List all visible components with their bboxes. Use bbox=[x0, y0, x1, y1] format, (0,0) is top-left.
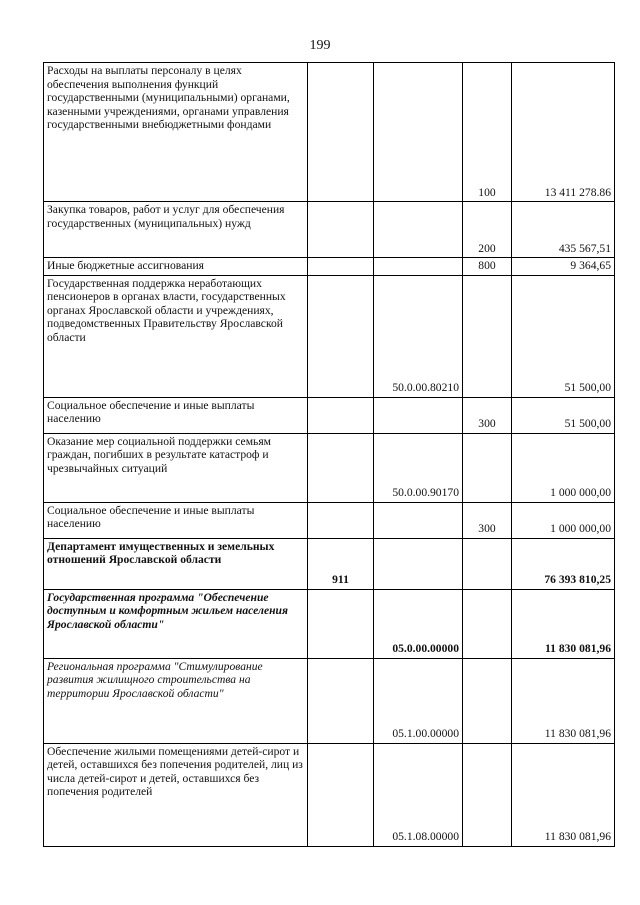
expense-type-code bbox=[463, 743, 512, 846]
amount: 435 567,51 bbox=[512, 202, 615, 258]
table-row bbox=[44, 258, 615, 276]
target-article-code: 05.1.08.00000 bbox=[374, 743, 463, 846]
department-name: Департамент имущественных и земельных отношений Ярославской области bbox=[44, 538, 308, 589]
target-article-code: 05.0.00.00000 bbox=[374, 589, 463, 658]
amount: 13 411 278.86 bbox=[512, 63, 615, 202]
department-code bbox=[308, 63, 374, 202]
department-code bbox=[308, 502, 374, 538]
department-code bbox=[308, 433, 374, 502]
table-row bbox=[44, 202, 615, 258]
amount: 11 830 081,96 bbox=[512, 589, 615, 658]
amount: 11 830 081,96 bbox=[512, 743, 615, 846]
table-row bbox=[44, 63, 615, 202]
amount: 51 500,00 bbox=[512, 275, 615, 397]
expense-type-code bbox=[463, 658, 512, 743]
target-article-code: 50.0.00.90170 bbox=[374, 433, 463, 502]
expense-type-code: 300 bbox=[463, 502, 512, 538]
table-row bbox=[44, 538, 615, 589]
department-code bbox=[308, 275, 374, 397]
table-row bbox=[44, 397, 615, 433]
expense-name: Закупка товаров, работ и услуг для обеспечения государственных (муниципальных) нужд bbox=[44, 202, 308, 258]
expense-type-code: 200 bbox=[463, 202, 512, 258]
expense-name: Иные бюджетные ассигнования bbox=[44, 258, 308, 276]
department-code bbox=[308, 589, 374, 658]
target-article-code bbox=[374, 538, 463, 589]
table-row bbox=[44, 589, 615, 658]
subprogram-name: Региональная программа "Стимулирование развития жилищного строительства на территории Ярославской области" bbox=[44, 658, 308, 743]
table-row bbox=[44, 433, 615, 502]
expense-type-code bbox=[463, 589, 512, 658]
amount: 1 000 000,00 bbox=[512, 433, 615, 502]
department-code: 911 bbox=[308, 538, 374, 589]
page-number: 199 bbox=[309, 38, 331, 53]
expense-name: Социальное обеспечение и иные выплаты населению bbox=[44, 502, 308, 538]
department-code bbox=[308, 397, 374, 433]
amount: 9 364,65 bbox=[512, 258, 615, 276]
amount: 1 000 000,00 bbox=[512, 502, 615, 538]
expense-type-code: 800 bbox=[463, 258, 512, 276]
budget-table bbox=[43, 62, 615, 847]
department-code bbox=[308, 202, 374, 258]
target-article-code bbox=[374, 202, 463, 258]
expense-name: Расходы на выплаты персоналу в целях обеспечения выполнения функций государственными (муниципальными) органами, казенными учреждениями, органами управления государственными внебюджетными фондами bbox=[44, 63, 308, 202]
target-article-code: 50.0.00.80210 bbox=[374, 275, 463, 397]
department-code bbox=[308, 258, 374, 276]
expense-name: Оказание мер социальной поддержки семьям граждан, погибших в результате катастроф и чрезвычайных ситуаций bbox=[44, 433, 308, 502]
expense-name: Государственная поддержка неработающих пенсионеров в органах власти, государственных органах Ярославской области и учреждениях, подведомственных Правительству Ярославской области bbox=[44, 275, 308, 397]
table-row bbox=[44, 743, 615, 846]
expense-name: Обеспечение жилыми помещениями детей-сирот и детей, оставшихся без попечения родителей, лиц из числа детей-сирот и детей, оставшихся без попечения родителей bbox=[44, 743, 308, 846]
program-name: Государственная программа "Обеспечение доступным и комфортным жильем населения Ярославской области" bbox=[44, 589, 308, 658]
target-article-code: 05.1.00.00000 bbox=[374, 658, 463, 743]
expense-type-code bbox=[463, 538, 512, 589]
department-code bbox=[308, 658, 374, 743]
amount: 76 393 810,25 bbox=[512, 538, 615, 589]
target-article-code bbox=[374, 502, 463, 538]
table-row bbox=[44, 502, 615, 538]
expense-name: Социальное обеспечение и иные выплаты населению bbox=[44, 397, 308, 433]
table-row bbox=[44, 658, 615, 743]
target-article-code bbox=[374, 258, 463, 276]
expense-type-code: 100 bbox=[463, 63, 512, 202]
amount: 51 500,00 bbox=[512, 397, 615, 433]
expense-type-code bbox=[463, 275, 512, 397]
expense-type-code bbox=[463, 433, 512, 502]
amount: 11 830 081,96 bbox=[512, 658, 615, 743]
target-article-code bbox=[374, 397, 463, 433]
department-code bbox=[308, 743, 374, 846]
expense-type-code: 300 bbox=[463, 397, 512, 433]
table-row bbox=[44, 275, 615, 397]
target-article-code bbox=[374, 63, 463, 202]
